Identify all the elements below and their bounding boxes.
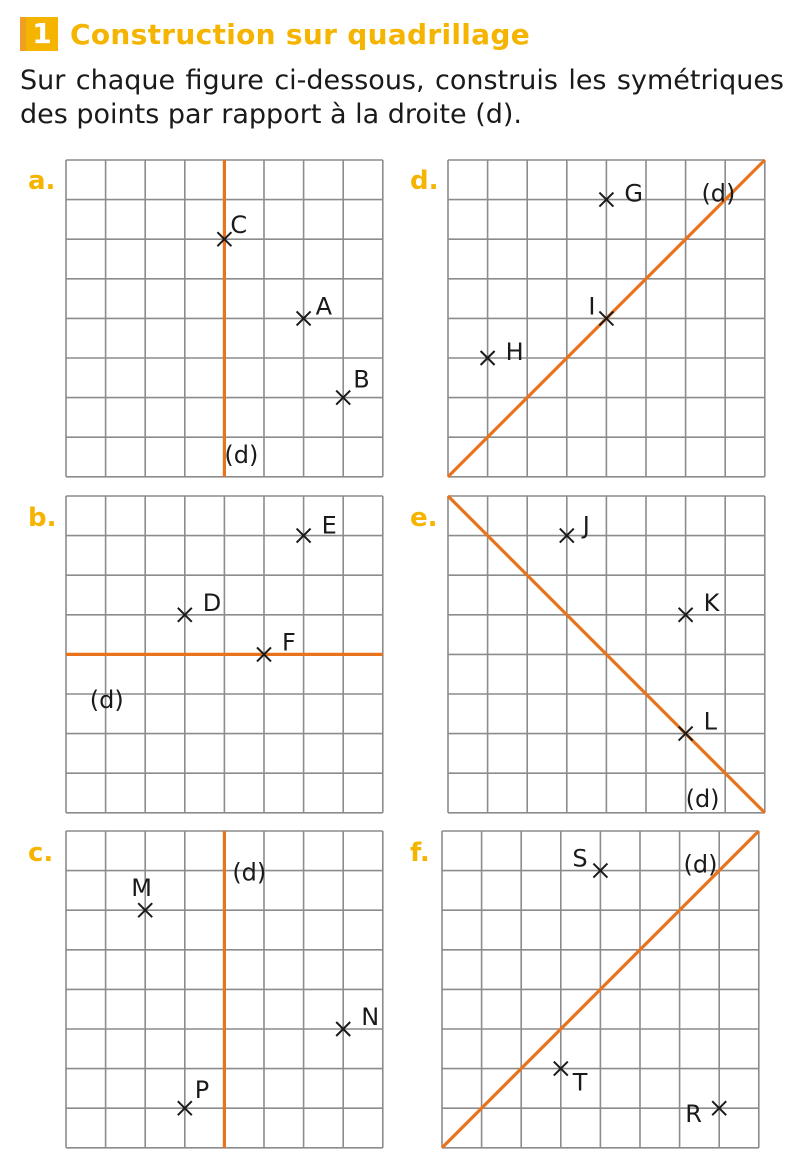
point-label-C: C xyxy=(230,211,248,240)
point-label-D: D xyxy=(202,588,222,617)
figure-label-a: a. xyxy=(28,166,56,196)
line-label-d: (d) xyxy=(701,179,736,208)
line-label-d: (d) xyxy=(224,441,259,470)
point-label-I: I xyxy=(588,292,596,321)
point-label-S: S xyxy=(572,844,588,873)
point-label-J: J xyxy=(582,511,590,540)
figure-label-f: f. xyxy=(410,838,430,868)
grid-figure-c xyxy=(66,831,383,1148)
point-label-G: G xyxy=(624,179,643,208)
grid-figure-b xyxy=(66,496,383,813)
exercise-header xyxy=(20,16,530,52)
exercise-title: Construction sur quadrillage xyxy=(70,17,531,51)
figure-label-e: e. xyxy=(410,503,438,533)
grid-figure-e xyxy=(448,496,765,813)
point-label-L: L xyxy=(703,707,717,736)
line-label-d: (d) xyxy=(232,858,267,887)
exercise-number: 1 xyxy=(26,17,58,51)
point-label-M: M xyxy=(131,874,152,903)
exercise-instructions: Sur chaque figure ci-dessous, construis les symétriques des points par rapport à la droite (d). xyxy=(20,65,784,130)
point-label-F: F xyxy=(281,628,296,657)
grid-figure-d xyxy=(448,160,765,477)
point-label-T: T xyxy=(572,1068,588,1097)
grid-figure-f xyxy=(442,831,759,1148)
point-label-B: B xyxy=(353,365,370,394)
point-label-P: P xyxy=(194,1076,210,1105)
figure-label-b: b. xyxy=(28,503,57,533)
point-label-H: H xyxy=(505,337,524,366)
point-label-N: N xyxy=(361,1002,380,1031)
point-label-R: R xyxy=(685,1100,702,1129)
line-label-d: (d) xyxy=(683,850,718,879)
figure-label-d: d. xyxy=(410,166,439,196)
point-label-A: A xyxy=(315,292,333,321)
point-label-E: E xyxy=(321,511,337,540)
line-label-d: (d) xyxy=(685,784,720,813)
line-label-d: (d) xyxy=(89,685,124,714)
exercise-number-badge xyxy=(20,17,58,51)
point-label-K: K xyxy=(703,588,720,617)
grid-figure-a xyxy=(66,160,383,477)
figure-label-c: c. xyxy=(28,838,54,868)
